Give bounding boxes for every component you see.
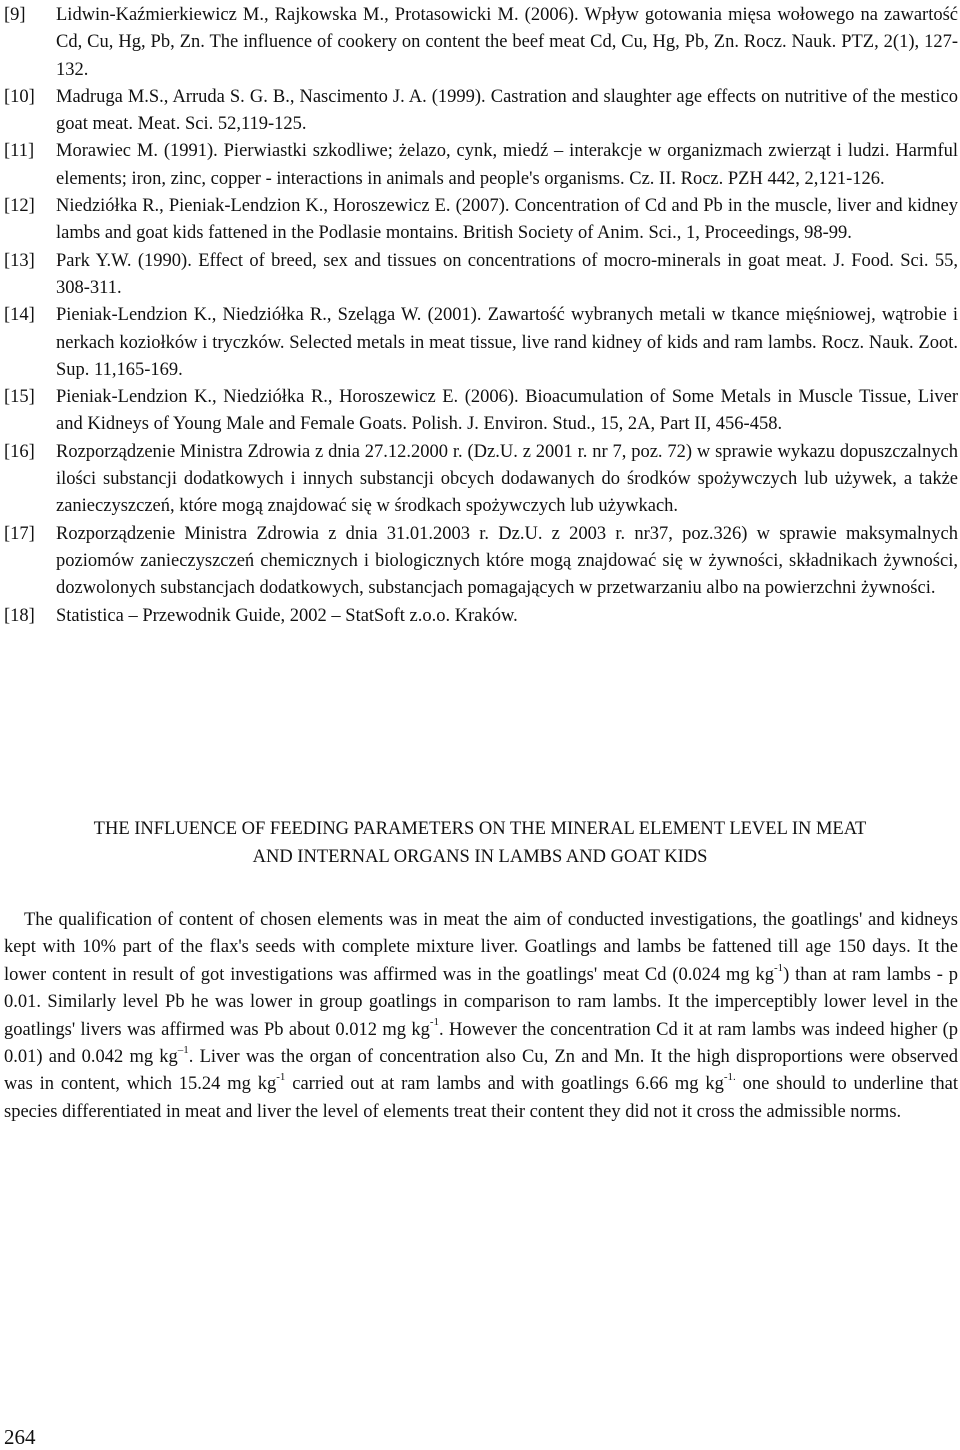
unit-exponent: -1 bbox=[276, 1071, 286, 1084]
reference-number: [15] bbox=[4, 387, 35, 408]
abstract-text: . However the concentration Cd it at ram lambs was indeed higher (p 0.01) and 0.042 mg kg bbox=[4, 1019, 959, 1068]
section-title-line: AND INTERNAL ORGANS IN LAMBS AND GOAT KIDS bbox=[252, 846, 708, 867]
abstract-text: The qualification of content of chosen elements was in meat the aim of conducted investigations, the goatlings' and kidneys kept with 10% part of the flax's seeds with complete mixture liver. Goatlings and lambs be fattened till age 150 days. It the lower content in result of got investigations was affirmed was in the goatlings' meat Cd (0.024 mg kg bbox=[4, 910, 958, 985]
reference-number: [9] bbox=[4, 5, 26, 25]
reference-number: [11] bbox=[4, 141, 35, 162]
reference-item bbox=[4, 138, 958, 193]
reference-text: Rozporządzenie Ministra Zdrowia z dnia 31.01.2003 r. Dz.U. z 2003 r. nr37, poz.326) w sprawie maksymalnych poziomów zanieczyszczeń chemicznych i biologicznych które mogą znajdować się w żywności, składnikach żywności, dozwolonych substancjach dodatkowych, substancjach pomagających w przetwarzaniu albo na powierzchni żywności. bbox=[56, 523, 958, 599]
reference-item bbox=[4, 248, 958, 303]
abstract-text: . Liver was the organ of concentration also Cu, Zn and Mn. It the high disproportions were observed was in content, which 15.24 mg kg bbox=[4, 1047, 958, 1095]
reference-item bbox=[4, 193, 958, 248]
reference-text: Pieniak-Lendzion K., Niedziółka R., Horoszewicz E. (2006). Bioacumulation of Some Metals in Muscle Tissue, Liver and Kidneys of Young Male and Female Goats. Polish. J. Environ. Stud., 15, 2A, Part II, 456-458. bbox=[56, 387, 958, 435]
abstract-text: ) than at ram lambs - p 0.01. Similarly level Pb he was lower in group goatlings in comparison to ram lambs. It the imperceptibly lower level in the goatlings' livers was affirmed was Pb about 0.012 mg kg bbox=[4, 964, 958, 1040]
reference-number: [13] bbox=[4, 250, 35, 271]
section-title bbox=[0, 816, 960, 871]
reference-text: Statistica – Przewodnik Guide, 2002 – StatSoft z.o.o. Kraków. bbox=[56, 605, 518, 626]
unit-exponent: –1 bbox=[177, 1043, 189, 1056]
reference-text: Madruga M.S., Arruda S. G. B., Nascimento J. A. (1999). Castration and slaughter age effects on nutritive of the mestico goat meat. Meat. Sci. 52,119-125. bbox=[56, 86, 958, 135]
reference-item bbox=[4, 521, 958, 603]
reference-number: [18] bbox=[4, 605, 35, 626]
reference-text: Lidwin-Kaźmierkiewicz M., Rajkowska M., Protasowicki M. (2006). Wpływ gotowania mięsa wołowego na zawartość Cd, Cu, Hg, Pb, Zn. The influence of cookery on content the beef meat Cd, Cu, Hg, Pb, Zn. Rocz. Nauk. PTZ, 2(1), 127-132. bbox=[56, 5, 958, 80]
reference-text: Niedziółka R., Pieniak-Lendzion K., Horoszewicz E. (2007). Concentration of Cd and Pb in the muscle, liver and kidney lambs and goat kids fattened in the Podlasie montains. British Society of Anim. Sci., 1, Proceedings, 98-99. bbox=[56, 196, 958, 244]
unit-exponent: -1 bbox=[429, 1016, 440, 1029]
reference-number: [17] bbox=[4, 523, 35, 544]
section-title-line: THE INFLUENCE OF FEEDING PARAMETERS ON THE MINERAL ELEMENT LEVEL IN MEAT bbox=[93, 819, 867, 839]
reference-item bbox=[4, 439, 958, 521]
reference-number: [12] bbox=[4, 196, 35, 217]
reference-number: [10] bbox=[4, 86, 35, 107]
unit-exponent: -1. bbox=[723, 1071, 736, 1084]
reference-list bbox=[4, 2, 958, 630]
reference-text: Morawiec M. (1991). Pierwiastki szkodliwe; żelazo, cynk, miedź – interakcje w organizmach zwierząt i ludzi. Harmful elements; iron, zinc, copper - interactions in animals and people's organisms. Cz. II. Rocz. PZH 442, 2,121-126. bbox=[56, 141, 958, 189]
page-number: 264 bbox=[4, 1425, 36, 1449]
reference-item bbox=[4, 302, 958, 384]
reference-item bbox=[4, 84, 958, 139]
reference-number: [14] bbox=[4, 305, 35, 326]
reference-number: [16] bbox=[4, 441, 35, 462]
reference-text: Pieniak-Lendzion K., Niedziółka R., Szeląga W. (2001). Zawartość wybranych metali w tkance mięśniowej, wątrobie i nerkach koziołków i tryczków. Selected metals in meat tissue, live rand kidney of kids and ram lambs. Rocz. Nauk. Zoot. Sup. 11,165-169. bbox=[56, 305, 958, 380]
reference-text: Park Y.W. (1990). Effect of breed, sex and tissues on concentrations of mocro-minerals in goat meat. J. Food. Sci. 55, 308-311. bbox=[56, 250, 958, 298]
abstract-text: one should to underline that species differentiated in meat and liver the level of elements treat their content they did not it cross the admissible norms. bbox=[4, 1074, 958, 1122]
reference-item bbox=[4, 603, 958, 630]
reference-item bbox=[4, 2, 958, 84]
reference-item bbox=[4, 384, 958, 439]
abstract-text: carried out at ram lambs and with goatlings 6.66 mg kg bbox=[285, 1074, 724, 1095]
reference-text: Rozporządzenie Ministra Zdrowia z dnia 27.12.2000 r. (Dz.U. z 2001 r. nr 7, poz. 72) w sprawie wykazu dopuszczalnych ilości substancji dodatkowych i innych substancji obcych dodawanych do środków spożywczych lub używek, a także zanieczyszczeń, które mogą znajdować się w środkach spożywczych lub używkach. bbox=[56, 441, 958, 517]
abstract-paragraph bbox=[4, 907, 958, 1126]
unit-exponent: -1 bbox=[773, 961, 784, 974]
